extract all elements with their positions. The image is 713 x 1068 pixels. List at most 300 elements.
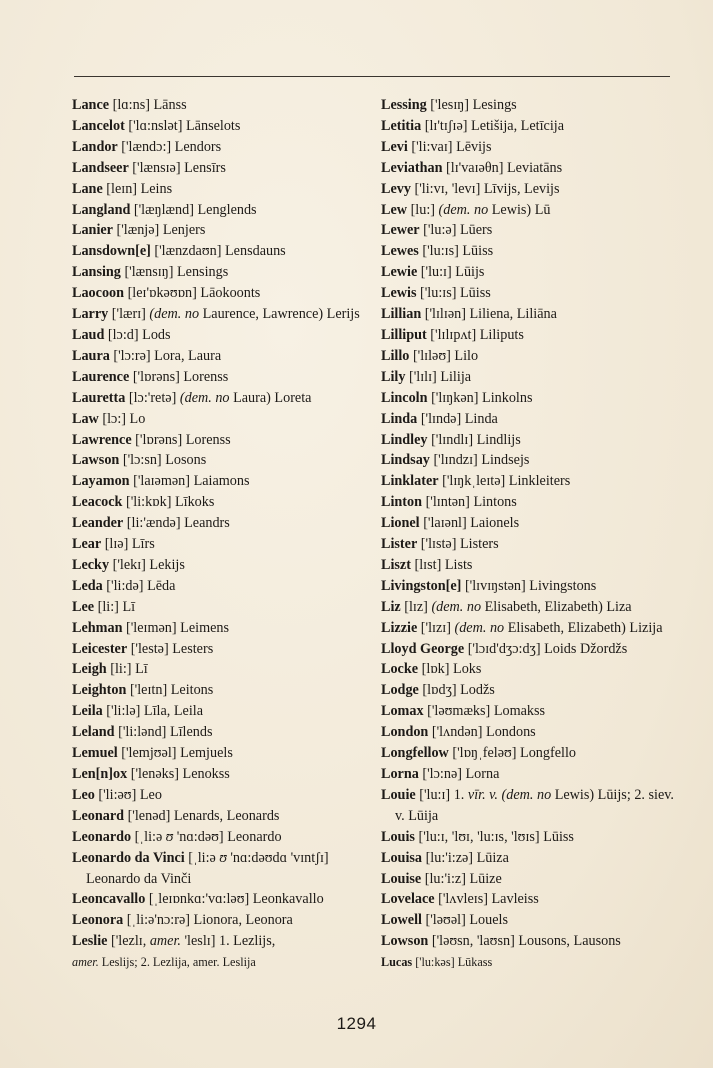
- entry-usage-note: amer.: [149, 933, 181, 950]
- dictionary-entry: [381, 116, 677, 137]
- entry-pronunciation: ['lenəks]: [130, 766, 179, 782]
- entry-pronunciation: ['ləʊmæks]: [427, 703, 491, 720]
- entry-headword: Lowell: [381, 912, 422, 929]
- entry-headword: Lindsay: [381, 452, 430, 469]
- entry-headword: Leacock: [72, 494, 123, 511]
- entry-pronunciation: ['læŋlænd]: [133, 201, 194, 218]
- dictionary-entry: [72, 116, 364, 137]
- entry-headword: Lansing: [72, 264, 121, 281]
- entry-transliteration: Lenards, Leonards: [173, 807, 280, 824]
- entry-headword: Lee: [72, 598, 95, 615]
- entry-headword: Layamon: [72, 473, 130, 490]
- dictionary-entry: [72, 555, 364, 576]
- dictionary-entry: [381, 764, 677, 785]
- dictionary-entry: [381, 200, 677, 221]
- dictionary-entry: [72, 701, 364, 722]
- entry-pronunciation: ['lɑ:nslət]: [128, 117, 183, 134]
- entry-pronunciation: [lɪə]: [104, 536, 129, 553]
- dictionary-entry: [72, 346, 364, 367]
- entry-pronunciation: ['lɒrəns]: [132, 368, 180, 385]
- entry-headword: Lewis: [381, 285, 417, 302]
- dictionary-entry: [72, 409, 364, 430]
- dictionary-entry: [72, 722, 364, 743]
- entry-headword: Lear: [72, 536, 102, 553]
- entry-transliteration: Lavleiss: [491, 891, 539, 908]
- entry-headword: Lloyd George: [381, 640, 465, 657]
- entry-headword: Leicester: [72, 640, 128, 657]
- entry-transliteration: Leandrs: [184, 515, 230, 532]
- entry-usage-note: ʊ: [165, 828, 174, 845]
- dictionary-entry: [72, 680, 364, 701]
- entry-pronunciation: ['lɪndlɪ]: [431, 431, 474, 448]
- entry-headword: Lance: [72, 97, 110, 113]
- entry-headword: Lewer: [381, 222, 420, 239]
- entry-pronunciation: ['lɪləʊ]: [412, 347, 451, 364]
- entry-transliteration: Lewis) Lū: [491, 201, 551, 218]
- entry-headword: Louie: [381, 786, 416, 803]
- entry-headword: Lily: [381, 368, 406, 385]
- entry-pronunciation: ['lɪndzɪ]: [433, 452, 478, 469]
- entry-pronunciation: [lu:]: [410, 201, 435, 218]
- entry-transliteration: Longfello: [520, 745, 576, 762]
- entry-pronunciation: ['lærɪ]: [111, 306, 146, 323]
- entry-pronunciation: ['lænzdaʊn]: [154, 243, 222, 260]
- entry-headword: Lincoln: [381, 389, 428, 406]
- entry-pronunciation: ['lʌvleɪs]: [438, 891, 488, 908]
- entry-transliteration: Lilija: [440, 368, 472, 385]
- dictionary-entry: [72, 618, 364, 639]
- dictionary-entry: [381, 869, 677, 890]
- entry-pronunciation: ['lɪvɪŋstən]: [464, 577, 526, 594]
- dictionary-entry: [381, 848, 677, 869]
- entry-pronunciation: ['lɪŋkən]: [431, 389, 479, 406]
- entry-transliteration: Elisabeth, Elizabeth) Lizija: [507, 619, 663, 636]
- entry-headword: Louis: [381, 828, 415, 845]
- entry-usage-note: (dem. no: [454, 619, 505, 636]
- dictionary-entry: [72, 471, 364, 492]
- entry-transliteration: Lindlijs: [476, 431, 521, 448]
- dictionary-entry: [72, 492, 364, 513]
- dictionary-entry: [72, 95, 364, 116]
- entry-pronunciation: [lɒdʒ]: [422, 682, 457, 699]
- entry-headword: Lemuel: [72, 745, 118, 762]
- entry-headword: Lillo: [381, 347, 410, 364]
- entry-transliteration: Louels: [469, 912, 508, 929]
- entry-transliteration: Listers: [460, 536, 499, 553]
- entry-transliteration: Lo: [129, 410, 146, 427]
- entry-headword: Landor: [72, 138, 118, 155]
- entry-headword: Leighton: [72, 682, 127, 699]
- entry-pronunciation: ['lenəd]: [127, 807, 171, 824]
- dictionary-entry: [381, 576, 677, 597]
- entry-headword: Longfellow: [381, 745, 449, 762]
- entry-headword: London: [381, 724, 429, 741]
- entry-headword: Levy: [381, 180, 411, 197]
- entry-pronunciation: ['li:lənd]: [118, 724, 167, 741]
- entry-transliteration: Līkoks: [174, 494, 215, 511]
- dictionary-entry: [381, 158, 677, 179]
- entry-pronunciation: ['li:lə]: [106, 703, 141, 720]
- entry-pronunciation: ['lɪndə]: [420, 410, 462, 427]
- entry-headword: Lancelot: [72, 117, 125, 134]
- entry-transliteration: Loids Džordžs: [544, 640, 628, 657]
- dictionary-entry: [381, 597, 677, 618]
- entry-transliteration: Linda: [464, 410, 498, 427]
- entry-headword: Lilliput: [381, 326, 427, 343]
- dictionary-entry: [72, 388, 364, 409]
- entry-headword: Larry: [72, 306, 109, 323]
- entry-transliteration: Liliputs: [479, 326, 524, 343]
- entry-pronunciation: [li:]: [97, 598, 119, 615]
- entry-headword: Lessing: [381, 97, 427, 113]
- dictionary-entry: [381, 450, 677, 471]
- dictionary-entry: [381, 618, 677, 639]
- entry-transliteration: Lūkass: [457, 955, 493, 970]
- left-column: [72, 95, 364, 973]
- entry-headword: Law: [72, 410, 99, 427]
- entry-transliteration: Londons: [486, 724, 536, 741]
- dictionary-entry: [72, 952, 364, 973]
- entry-usage-note: amer.: [72, 955, 99, 970]
- entry-pronunciation: ['li:əʊ]: [98, 786, 137, 803]
- entry-headword: Lister: [381, 536, 418, 553]
- entry-usage-note: (dem. no: [149, 306, 200, 323]
- dictionary-entry: [381, 555, 677, 576]
- entry-pronunciation: ['lɪlɪ]: [409, 368, 437, 385]
- entry-headword: Lowson: [381, 933, 429, 950]
- entry-pronunciation: ['lʌndən]: [431, 724, 483, 741]
- dictionary-entry: [72, 325, 364, 346]
- entry-headword: Landseer: [72, 159, 129, 176]
- dictionary-entry: [72, 534, 364, 555]
- dictionary-entry: [72, 283, 364, 304]
- entry-pronunciation: [lɔ:d]: [107, 326, 139, 343]
- entry-pronunciation: ['lɪlɪən]: [424, 306, 466, 323]
- entry-pronunciation: ['lænsɪŋ]: [124, 264, 174, 281]
- dictionary-entry: [381, 931, 677, 952]
- entry-transliteration: Lenokss: [182, 766, 230, 782]
- entry-pronunciation: [leɪn]: [106, 180, 138, 197]
- entry-pronunciation: ['lɪŋkˌleɪtə]: [442, 473, 506, 490]
- entry-pronunciation: ['lu:ə]: [423, 222, 457, 239]
- entry-pronunciation: [ˌli:ə: [134, 828, 163, 845]
- entry-transliteration: Līla, Leila: [143, 703, 204, 720]
- entry-transliteration: Elisabeth, Elizabeth) Liza: [484, 598, 632, 615]
- entry-transliteration: Laionels: [470, 515, 520, 532]
- entry-transliteration: Lemjuels: [180, 745, 233, 762]
- dictionary-entry: [72, 179, 364, 200]
- entry-transliteration: Lensdauns: [225, 243, 286, 260]
- entry-transliteration: 'leslɪ] 1. Lezlijs,: [184, 933, 276, 950]
- entry-transliteration: Lūiss: [462, 243, 494, 260]
- entry-transliteration: Lionora, Leonora: [193, 912, 293, 929]
- entry-transliteration: Lenjers: [162, 222, 206, 239]
- dictionary-entry: [381, 220, 677, 241]
- entry-transliteration: Lūiss: [543, 828, 574, 845]
- header-rule: [74, 76, 670, 77]
- dictionary-entry: [381, 701, 677, 722]
- entry-headword: Leviathan: [381, 159, 443, 176]
- entry-transliteration: Lists: [444, 556, 473, 573]
- dictionary-entry: [72, 848, 364, 890]
- dictionary-entry: [381, 95, 677, 116]
- entry-transliteration: Linkleiters: [508, 473, 571, 490]
- entry-headword: Lovelace: [381, 891, 435, 908]
- dictionary-entry: [72, 220, 364, 241]
- dictionary-entry: [381, 471, 677, 492]
- entry-headword: Lew: [381, 201, 408, 218]
- dictionary-entry: [72, 158, 364, 179]
- dictionary-entry: [381, 137, 677, 158]
- entry-headword: Leoncavallo: [72, 891, 146, 908]
- entry-pronunciation: [lɔ:'retə]: [128, 389, 177, 406]
- entry-pronunciation: ['lezlɪ,: [111, 933, 147, 950]
- dictionary-entry: [72, 576, 364, 597]
- entry-headword: Leonardo: [72, 828, 132, 845]
- entry-transliteration: Lousons, Lausons: [518, 933, 621, 950]
- entry-transliteration: Lorenss: [183, 368, 229, 385]
- entry-transliteration: Lēvijs: [456, 138, 492, 155]
- entry-pronunciation: [ˌli:ə'nɔ:rə]: [126, 912, 190, 929]
- page-number: 1294: [336, 1014, 377, 1033]
- entry-headword: Locke: [381, 661, 419, 678]
- entry-transliteration: Loks: [453, 661, 482, 678]
- entry-pronunciation: ['lu:ɪ, 'lʊɪ, 'lu:ɪs, 'lʊɪs]: [418, 828, 540, 845]
- entry-pronunciation: [lu:'i:zə]: [425, 849, 474, 866]
- entry-pronunciation: ['li:kɒk]: [125, 494, 172, 511]
- dictionary-entry: [381, 659, 677, 680]
- entry-pronunciation: ['lesɪŋ]: [430, 97, 470, 113]
- entry-transliteration: Lēda: [147, 577, 176, 594]
- dictionary-entry: [72, 262, 364, 283]
- entry-pronunciation: ['lɒrəns]: [135, 431, 183, 448]
- dictionary-entry: [381, 889, 677, 910]
- dictionary-entry: [72, 513, 364, 534]
- dictionary-entry: [72, 137, 364, 158]
- entry-transliteration: Lānss: [153, 97, 187, 113]
- entry-pronunciation: [lɔ:]: [102, 410, 126, 427]
- entry-headword: Lawrence: [72, 431, 132, 448]
- entry-pronunciation: ['lænsɪə]: [132, 159, 181, 176]
- entry-pronunciation: ['lɔ:sn]: [122, 452, 162, 469]
- entry-pronunciation: ['lɔ:rə]: [113, 347, 151, 364]
- entry-headword: Lillian: [381, 306, 422, 323]
- dictionary-entry: [72, 639, 364, 660]
- entry-transliteration: Livingstons: [529, 577, 597, 594]
- entry-transliteration: Lāokoonts: [200, 285, 261, 302]
- entry-transliteration: Letišija, Letīcija: [471, 117, 564, 134]
- entry-headword: Lansdown[e]: [72, 243, 151, 260]
- entry-pronunciation: ['lɔɪd'dʒɔ:dʒ]: [467, 640, 541, 657]
- entry-headword: Lizzie: [381, 619, 418, 636]
- entry-pronunciation: ['lemjʊəl]: [121, 745, 177, 762]
- dictionary-entry: [72, 200, 364, 221]
- entry-pronunciation: [lɪ'vaɪəθn]: [446, 159, 504, 176]
- entry-usage-note: vīr. v. (dem. no: [467, 786, 552, 803]
- entry-usage-note: ʊ: [219, 849, 227, 866]
- dictionary-entry: [72, 367, 364, 388]
- entry-headword: Lionel: [381, 515, 420, 532]
- entry-transliteration: Lekijs: [149, 556, 185, 573]
- entry-transliteration: Līlends: [169, 724, 213, 741]
- entry-pronunciation: ['li:də]: [106, 577, 144, 594]
- entry-headword: Lewie: [381, 264, 418, 281]
- dictionary-entry: [381, 722, 677, 743]
- entry-pronunciation: ['lu:ɪ]: [420, 264, 452, 281]
- entry-headword: Lucas: [381, 955, 413, 970]
- dictionary-entry: [381, 680, 677, 701]
- entry-headword: Laocoon: [72, 285, 125, 302]
- dictionary-entry: [381, 743, 677, 764]
- entry-transliteration: Līvijs, Levijs: [483, 180, 560, 197]
- entry-transliteration: Linkolns: [482, 389, 533, 406]
- dictionary-entry: [72, 241, 364, 262]
- entry-headword: Lauretta: [72, 389, 126, 406]
- entry-headword: Livingston[e]: [381, 577, 462, 594]
- entry-headword: Leland: [72, 724, 115, 741]
- entry-headword: Lehman: [72, 619, 123, 636]
- entry-usage-note: (dem. no: [431, 598, 482, 615]
- entry-headword: Langland: [72, 201, 131, 218]
- entry-headword: Letitia: [381, 117, 422, 134]
- dictionary-entry: [72, 450, 364, 471]
- entry-headword: Laura: [72, 347, 110, 364]
- dictionary-entry: [72, 827, 364, 848]
- dictionary-entry: [72, 889, 364, 910]
- dictionary-entry: [381, 827, 677, 848]
- dictionary-entry: [381, 179, 677, 200]
- entry-headword: Levi: [381, 138, 408, 155]
- entry-pronunciation: ['lu:ɪ] 1.: [419, 786, 465, 803]
- entry-transliteration: Leins: [140, 180, 173, 197]
- entry-headword: Lewes: [381, 243, 419, 260]
- entry-transliteration: Līrs: [131, 536, 155, 553]
- entry-transliteration: Lī: [135, 661, 148, 678]
- entry-headword: Louisa: [381, 849, 423, 866]
- dictionary-entry: [381, 430, 677, 451]
- dictionary-entry: [381, 910, 677, 931]
- entry-headword: Leda: [72, 577, 103, 594]
- entry-pronunciation: ['lɪzɪ]: [420, 619, 451, 636]
- entry-headword: Lodge: [381, 682, 419, 699]
- entry-headword: Leonardo da Vinci: [72, 849, 185, 866]
- dictionary-entry: [72, 910, 364, 931]
- entry-pronunciation: ['lɔ:nə]: [422, 766, 462, 782]
- entry-pronunciation: [li:]: [110, 661, 132, 678]
- entry-headword: Lorna: [381, 766, 419, 782]
- entry-transliteration: Liliena, Liliāna: [469, 306, 557, 323]
- entry-transliteration: Laiamons: [193, 473, 250, 490]
- entry-pronunciation: [leɪ'ɒkəʊɒn]: [127, 285, 197, 302]
- entry-headword: Leo: [72, 786, 95, 803]
- entry-pronunciation: ['leɪmən]: [126, 619, 177, 636]
- entry-pronunciation: ['li:vaɪ]: [411, 138, 453, 155]
- entry-transliteration: Lī: [122, 598, 136, 615]
- entry-headword: Laurence: [72, 368, 130, 385]
- dictionary-entry: [72, 430, 364, 451]
- entry-headword: Lanier: [72, 222, 113, 239]
- entry-headword: Leonora: [72, 912, 124, 929]
- dictionary-entry: [381, 241, 677, 262]
- entry-transliteration: Lewis) Lūijs; 2. siev. v. Lūija: [395, 786, 674, 824]
- right-column: [381, 95, 677, 973]
- dictionary-entry: [72, 304, 364, 325]
- entry-pronunciation: [lɪz]: [404, 598, 428, 615]
- entry-pronunciation: [lɪ'tɪʃɪə]: [424, 117, 468, 134]
- entry-transliteration: Leimens: [180, 619, 230, 636]
- entry-pronunciation: ['laɪəmən]: [133, 473, 191, 490]
- entry-transliteration: Leo: [139, 786, 162, 803]
- dictionary-entry: [381, 639, 677, 660]
- entry-pronunciation: ['lestə]: [130, 640, 169, 657]
- entry-pronunciation: [lu:'i:z]: [424, 870, 466, 887]
- entry-transliteration: Lendors: [174, 138, 222, 155]
- dictionary-entry: [381, 346, 677, 367]
- dictionary-entry: [72, 743, 364, 764]
- entry-pronunciation: ['li:vɪ, 'levɪ]: [414, 180, 481, 197]
- entry-pronunciation: ['lɪstə]: [420, 536, 457, 553]
- entry-transliteration: Lorenss: [185, 431, 231, 448]
- entry-headword: Liszt: [381, 556, 411, 573]
- entry-transliteration: Lānselots: [186, 117, 241, 134]
- entry-pronunciation: ['lekɪ]: [112, 556, 146, 573]
- entry-usage-note: (dem. no: [438, 201, 489, 218]
- dictionary-entry: [381, 262, 677, 283]
- entry-headword: Laud: [72, 326, 105, 343]
- entry-transliteration: Lora, Laura: [154, 347, 222, 364]
- entry-transliteration: Lūijs: [455, 264, 485, 281]
- dictionary-entry: [72, 785, 364, 806]
- entry-pronunciation: ['lɪlɪpʌt]: [430, 326, 477, 343]
- dictionary-entry: [381, 367, 677, 388]
- dictionary-entry: [72, 597, 364, 618]
- entry-pronunciation: ['lændɔ:]: [121, 138, 172, 155]
- entry-pronunciation: ['lu:kəs]: [415, 955, 455, 970]
- dictionary-entry: [72, 764, 364, 785]
- dictionary-entry: [381, 388, 677, 409]
- dictionary-entry: [381, 513, 677, 534]
- entry-pronunciation: ['lɪntən]: [425, 494, 470, 511]
- entry-transliteration: Lods: [142, 326, 171, 343]
- entry-pronunciation: [lɪst]: [414, 556, 442, 573]
- dictionary-entry: [381, 304, 677, 325]
- entry-transliteration: Leitons: [170, 682, 214, 699]
- entry-pronunciation: [ˌli:ə: [188, 849, 216, 866]
- dictionary-entry: [381, 534, 677, 555]
- entry-pronunciation: ['laɪənl]: [423, 515, 467, 532]
- dictionary-entry: [381, 325, 677, 346]
- entry-pronunciation: ['lu:ɪs]: [420, 285, 457, 302]
- entry-pronunciation: ['ləʊsn, 'laʊsn]: [431, 933, 515, 950]
- entry-transliteration: Lintons: [473, 494, 517, 511]
- dictionary-entry: [381, 409, 677, 430]
- entry-transliteration: Lodžs: [460, 682, 495, 699]
- dictionary-entry: [381, 283, 677, 304]
- entry-transliteration: Lūize: [469, 870, 502, 887]
- entry-headword: Leigh: [72, 661, 107, 678]
- entry-pronunciation: [lɑ:ns]: [112, 97, 150, 113]
- entry-pronunciation: [lɒk]: [421, 661, 450, 678]
- entry-headword: Leslie: [72, 933, 108, 950]
- entry-transliteration: Lilo: [454, 347, 479, 364]
- entry-headword: Lindley: [381, 431, 428, 448]
- entry-transliteration: Lesters: [172, 640, 214, 657]
- entry-usage-note: (dem. no: [179, 389, 230, 406]
- entry-pronunciation: [li:'ændə]: [126, 515, 181, 532]
- entry-headword: Liz: [381, 598, 401, 615]
- entry-headword: Linklater: [381, 473, 439, 490]
- entry-transliteration: Lūers: [459, 222, 493, 239]
